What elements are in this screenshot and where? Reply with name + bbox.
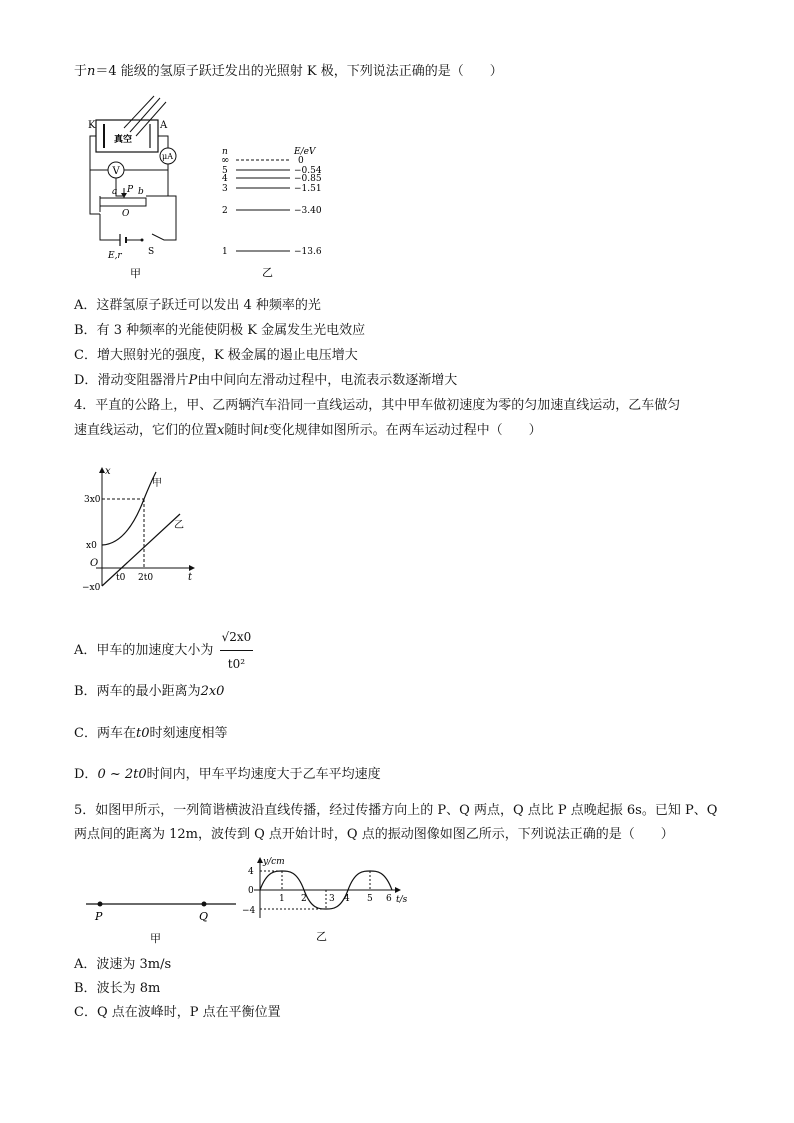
level-2 [222, 206, 322, 216]
y-tick-neg4: −4 [242, 906, 256, 916]
caption-jia: 甲 [150, 932, 161, 945]
q5-option-b: B．波长为 8m [74, 981, 161, 996]
q3-stem: 于n＝4 能级的氢原子跃迁发出的光照射 K 极，下列说法正确的是（ ） [74, 64, 503, 79]
svg-text:0: 0 [298, 156, 304, 166]
label-er: E,r [108, 251, 122, 261]
q5-option-c: C．Q 点在波峰时，P 点在平衡位置 [74, 1005, 281, 1020]
caption-jia: 甲 [130, 267, 141, 280]
q5-stem-line2: 两点间的距离为 12m，波传到 Q 点开始计时，Q 点的振动图像如图乙所示，下列说法正确的是（ ） [74, 827, 674, 842]
v-label: V [112, 166, 120, 177]
t-axis-label: t/s [396, 895, 408, 905]
q4-xt-graph [82, 462, 202, 592]
q5-figure-yi [240, 854, 420, 946]
tick-t0: t0 [116, 573, 126, 583]
tick-x0: x0 [86, 541, 97, 551]
caption-yi: 乙 [316, 930, 327, 943]
y-axis-label: y/cm [263, 857, 285, 867]
tick-2t0: 2t0 [138, 573, 154, 583]
label-ap: a [112, 187, 118, 197]
point-q [202, 902, 207, 907]
col-e-label: E/eV [294, 147, 316, 157]
q5-option-a: A．波速为 3m/s [74, 957, 172, 972]
svg-text:−0.54: −0.54 [294, 166, 322, 176]
q3-option-a: A．这群氢原子跃迁可以发出 4 种频率的光 [74, 298, 321, 313]
svg-text:−1.51: −1.51 [294, 184, 322, 194]
tube-label: 真空 [114, 135, 133, 145]
label-p: P [95, 910, 103, 923]
y-tick-4: 4 [248, 867, 254, 877]
level-inf [221, 155, 304, 166]
t-tick-5: 5 [367, 894, 373, 904]
q3-option-c: C．增大照射光的强度，K 极金属的遏止电压增大 [74, 348, 358, 363]
point-p [98, 902, 103, 907]
svg-text:1: 1 [222, 247, 228, 257]
q3-option-d: D．滑动变阻器滑片P由中间向左滑动过程中，电流表示数逐渐增大 [74, 373, 458, 388]
q4-option-c: C．两车在t0时刻速度相等 [74, 726, 228, 741]
tick-negx0: −x0 [82, 583, 101, 592]
label-q: Q [199, 910, 209, 923]
label-s: S [148, 247, 155, 257]
label-k: K [88, 120, 96, 131]
y-tick-0: 0 [248, 886, 254, 896]
svg-text:−13.6: −13.6 [294, 247, 322, 257]
q3-option-b: B．有 3 种频率的光能使阴极 K 金属发生光电效应 [74, 323, 366, 338]
svg-text:−0.85: −0.85 [294, 174, 322, 184]
level-4 [222, 174, 322, 184]
q5-stem-line1: 5．如图甲所示，一列简谐横波沿直线传播，经过传播方向上的 P、Q 两点，Q 点比 P 点晚起振 6s。已知 P、Q [74, 803, 718, 818]
acceleration-fraction: $\frac{√2x0}{\text{t0²}}$ [220, 624, 254, 677]
svg-text:−3.40: −3.40 [294, 206, 322, 216]
q3-figure-jia [86, 92, 186, 282]
curve-jia [102, 472, 156, 545]
q4-option-d: D．0 ~ 2t0时间内，甲车平均速度大于乙车平均速度 [74, 767, 381, 782]
label-p: P [127, 185, 134, 195]
label-jia: 甲 [152, 478, 162, 489]
svg-text:4: 4 [222, 174, 228, 184]
label-b: b [138, 187, 144, 197]
q4-stem-line1: 4．平直的公路上，甲、乙两辆汽车沿同一直线运动，其中甲车做初速度为零的匀加速直线运动，乙车做匀 [74, 398, 681, 413]
caption-yi: 乙 [262, 266, 273, 279]
q3-figure-yi [218, 140, 328, 285]
label-o: O [122, 209, 130, 219]
level-1 [222, 247, 322, 257]
q4-option-a: A．甲车的加速度大小为 $\frac{√2x0}{\text{t0²}}$ [74, 624, 253, 677]
label-a: A [160, 120, 168, 131]
rheostat [100, 198, 146, 206]
x-axis-label: x [105, 466, 111, 477]
col-n-label: n [222, 147, 228, 157]
t-tick-2: 2 [301, 894, 307, 904]
tick-3x0: 3x0 [84, 495, 101, 505]
t-tick-6: 6 [386, 894, 392, 904]
t-tick-3: 3 [329, 894, 335, 904]
svg-text:2: 2 [222, 206, 228, 216]
level-3 [222, 184, 322, 194]
svg-text:5: 5 [222, 166, 228, 176]
q4-option-b: B．两车的最小距离为2x0 [74, 684, 225, 699]
svg-text:∞: ∞ [221, 155, 230, 166]
svg-text:3: 3 [222, 184, 228, 194]
ua-label: μA [162, 152, 173, 161]
switch-pivot [141, 239, 144, 242]
t-tick-1: 1 [279, 894, 285, 904]
t-tick-4: 4 [344, 894, 350, 904]
t-axis-label: t [188, 572, 193, 583]
origin-label: O [90, 558, 99, 569]
label-yi: 乙 [174, 520, 184, 531]
q5-figure-jia [86, 890, 236, 950]
q4-stem-line2: 速直线运动，它们的位置x随时间t变化规律如图所示。在两车运动过程中（ ） [74, 423, 542, 438]
